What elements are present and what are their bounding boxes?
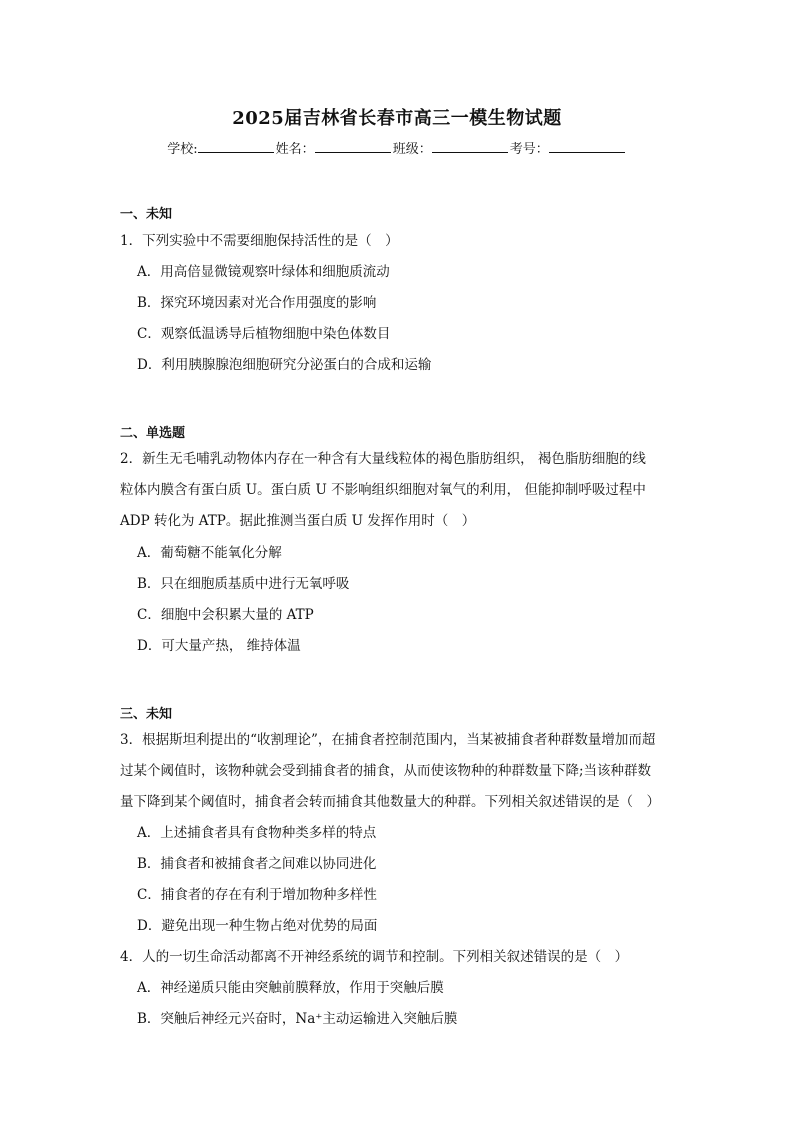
option-a: A．用高倍显微镜观察叶绿体和细胞质流动 bbox=[137, 264, 390, 280]
option-d: D．避免出现一种生物占绝对优势的局面 bbox=[137, 918, 378, 934]
section-heading: 一、未知 bbox=[120, 207, 173, 222]
question-stem: 量下降到某个阈值时，捕食者会转而捕食其他数量大的种群。下列相关叙述错误的是（ ） bbox=[120, 794, 660, 810]
option-d: D．可大量产热， 维持体温 bbox=[137, 638, 301, 654]
question-stem: 过某个阈值时，该物种就会受到捕食者的捕食，从而使该物种的种群数量下降;当该种群数 bbox=[120, 763, 652, 779]
number-blank bbox=[549, 140, 625, 153]
school-blank bbox=[198, 140, 274, 153]
option-c: C．观察低温诱导后植物细胞中染色体数目 bbox=[137, 326, 391, 342]
student-info-line bbox=[0, 138, 794, 157]
number-label: 考号： bbox=[509, 142, 549, 157]
question-stem: ADP 转化为 ATP。据此推测当蛋白质 U 发挥作用时（ ） bbox=[120, 513, 476, 529]
option-a: A．葡萄糖不能氧化分解 bbox=[137, 545, 282, 561]
option-a: A．神经递质只能由突触前膜释放，作用于突触后膜 bbox=[137, 980, 444, 996]
option-d: D．利用胰腺腺泡细胞研究分泌蛋白的合成和运输 bbox=[137, 357, 432, 373]
option-a: A．上述捕食者具有食物种类多样的特点 bbox=[137, 825, 377, 841]
option-b: B．捕食者和被捕食者之间难以协同进化 bbox=[137, 856, 377, 872]
option-b: B．突触后神经元兴奋时，Na⁺主动运输进入突触后膜 bbox=[137, 1011, 458, 1027]
question-stem: 3．根据斯坦利提出的“收割理论”，在捕食者控制范围内，当某被捕食者种群数量增加而超 bbox=[120, 732, 656, 748]
class-blank bbox=[432, 140, 508, 153]
school-label: 学校: bbox=[167, 142, 198, 157]
exam-title: 2025届吉林省长春市高三一模生物试题 bbox=[232, 108, 562, 129]
option-b: B．只在细胞质基质中进行无氧呼吸 bbox=[137, 576, 350, 592]
name-blank bbox=[315, 140, 391, 153]
section-heading: 三、未知 bbox=[120, 707, 173, 722]
class-label: 班级： bbox=[392, 142, 432, 157]
question-stem: 2．新生无毛哺乳动物体内存在一种含有大量线粒体的褐色脂肪组织， 褐色脂肪细胞的线 bbox=[120, 451, 646, 467]
section-heading: 二、单选题 bbox=[120, 426, 186, 441]
question-stem: 4．人的一切生命活动都离不开神经系统的调节和控制。下列相关叙述错误的是（ ） bbox=[120, 949, 629, 965]
option-b: B．探究环境因素对光合作用强度的影响 bbox=[137, 295, 377, 311]
option-c: C．细胞中会积累大量的 ATP bbox=[137, 607, 314, 623]
name-label: 姓名： bbox=[275, 142, 315, 157]
option-c: C．捕食者的存在有利于增加物种多样性 bbox=[137, 887, 377, 903]
question-stem: 1．下列实验中不需要细胞保持活性的是（ ） bbox=[120, 233, 399, 249]
question-stem: 粒体内膜含有蛋白质 U。蛋白质 U 不影响组织细胞对氧气的利用， 但能抑制呼吸过程中 bbox=[120, 482, 646, 498]
